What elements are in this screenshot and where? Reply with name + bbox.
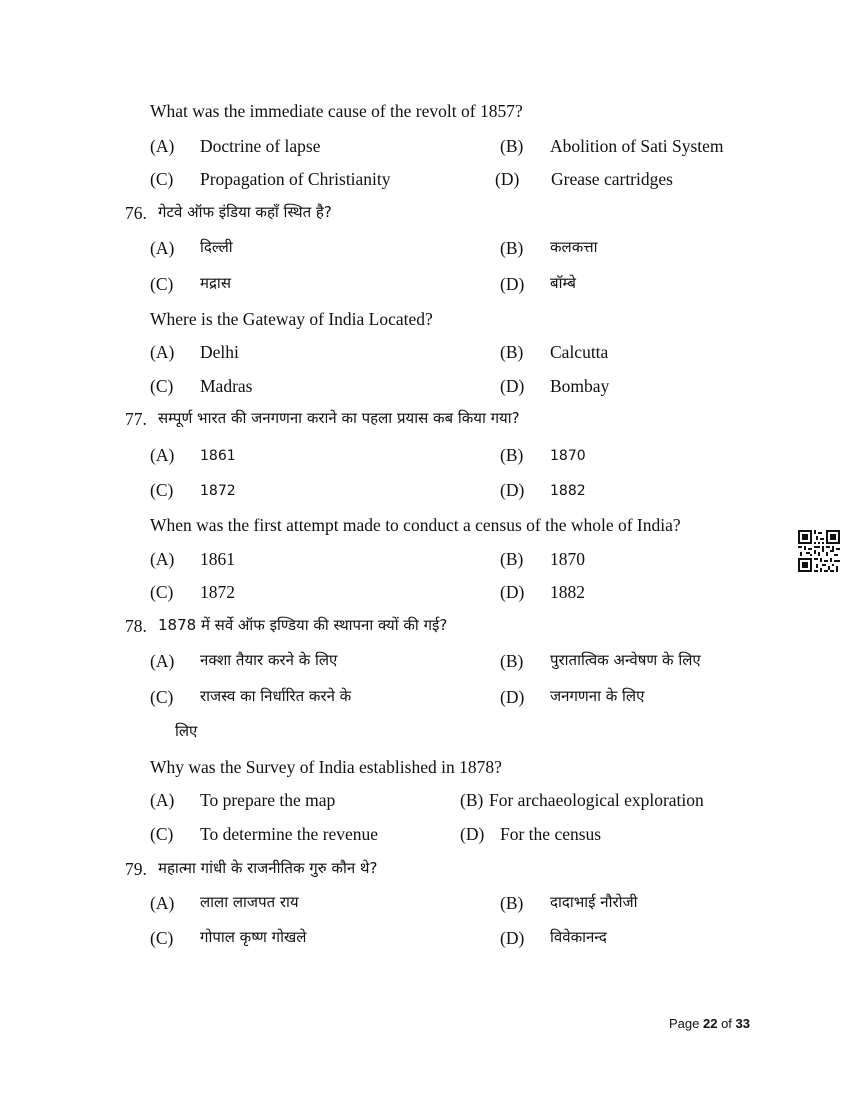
q76-number: 76. xyxy=(125,203,147,223)
q76-hi-opt-a-label: (A) xyxy=(150,238,175,258)
q77-hi-opt-d-text: 1882 xyxy=(550,483,586,499)
q77-en-opt-b-text: 1870 xyxy=(550,549,585,569)
q78-hi-opt-a-label: (A) xyxy=(150,651,175,671)
q79-hi-opt-b-label: (B) xyxy=(500,893,524,913)
footer-page-word: Page xyxy=(668,1016,700,1031)
q78-en-opt-b-label: (B) xyxy=(460,790,484,810)
q78-hi-question: 1878 में सर्वे ऑफ इण्डिया की स्थापना क्यों की गई? xyxy=(158,616,448,634)
q76-en-opt-a-label: (A) xyxy=(150,342,175,362)
q78-en-opt-c-text: To determine the revenue xyxy=(200,824,379,844)
footer-total-pages: 33 xyxy=(735,1016,750,1031)
q78-en-opt-a-text: To prepare the map xyxy=(200,790,336,810)
q78-en-opt-a-label: (A) xyxy=(150,790,175,810)
page-footer xyxy=(669,1016,750,1031)
q79-hi-opt-a-text: लाला लाजपत राय xyxy=(200,893,299,911)
q79-hi-opt-c-text: गोपाल कृष्ण गोखले xyxy=(200,928,307,946)
q75-en-opt-b-label: (B) xyxy=(500,136,524,156)
q75-en-opt-a-text: Doctrine of lapse xyxy=(200,136,321,156)
q78-hi-opt-c-text: राजस्व का निर्धारित करने के xyxy=(200,687,352,705)
q77-en-opt-b-label: (B) xyxy=(500,549,524,569)
q78-hi-opt-c-label: (C) xyxy=(150,687,174,707)
q76-en-opt-c-text: Madras xyxy=(200,376,253,396)
q79-number: 79. xyxy=(125,859,147,879)
q76-hi-question: गेटवे ऑफ इंडिया कहाँ स्थित है? xyxy=(158,203,332,221)
q77-hi-opt-a-label: (A) xyxy=(150,445,175,465)
q77-en-opt-d-text: 1882 xyxy=(550,582,585,602)
q76-en-opt-d-text: Bombay xyxy=(550,376,610,396)
q79-hi-opt-a-label: (A) xyxy=(150,893,175,913)
q77-hi-opt-b-text: 1870 xyxy=(550,448,586,464)
q75-en-question: What was the immediate cause of the revolt of 1857? xyxy=(150,101,523,121)
q76-hi-opt-b-text: कलकत्ता xyxy=(550,238,598,256)
q77-hi-opt-b-label: (B) xyxy=(500,445,524,465)
q79-hi-opt-c-label: (C) xyxy=(150,928,174,948)
q78-hi-opt-d-text: जनगणना के लिए xyxy=(550,687,645,705)
q75-en-opt-d-label: (D) xyxy=(495,169,520,189)
q77-en-opt-d-label: (D) xyxy=(500,582,525,602)
qr-code-icon xyxy=(798,530,840,572)
q77-number: 77. xyxy=(125,409,147,429)
q76-en-opt-b-text: Calcutta xyxy=(550,342,609,362)
q79-hi-opt-d-text: विवेकानन्द xyxy=(550,928,607,946)
q77-en-opt-a-text: 1861 xyxy=(200,549,235,569)
q78-hi-opt-b-text: पुरातात्विक अन्वेषण के लिए xyxy=(550,651,701,669)
q75-en-opt-a-label: (A) xyxy=(150,136,175,156)
q78-en-opt-c-label: (C) xyxy=(150,824,174,844)
q76-en-question: Where is the Gateway of India Located? xyxy=(150,309,433,329)
q75-en-opt-d-text: Grease cartridges xyxy=(551,169,673,189)
footer-of-word: of xyxy=(721,1016,732,1031)
q78-hi-opt-a-text: नक्शा तैयार करने के लिए xyxy=(200,651,338,669)
q79-hi-opt-b-text: दादाभाई नौरोजी xyxy=(550,893,638,911)
q76-hi-opt-c-label: (C) xyxy=(150,274,174,294)
q76-hi-opt-d-label: (D) xyxy=(500,274,525,294)
q76-en-opt-a-text: Delhi xyxy=(200,342,239,362)
q79-hi-question: महात्मा गांधी के राजनीतिक गुरु कौन थे? xyxy=(158,859,378,877)
q77-hi-opt-c-text: 1872 xyxy=(200,483,236,499)
q77-hi-opt-a-text: 1861 xyxy=(200,448,236,464)
q76-en-opt-d-label: (D) xyxy=(500,376,525,396)
q78-hi-opt-d-label: (D) xyxy=(500,687,525,707)
q77-en-opt-c-text: 1872 xyxy=(200,582,235,602)
q76-hi-opt-d-text: बॉम्बे xyxy=(550,274,576,292)
q75-en-opt-c-label: (C) xyxy=(150,169,174,189)
q76-en-opt-c-label: (C) xyxy=(150,376,174,396)
q77-hi-opt-c-label: (C) xyxy=(150,480,174,500)
q78-en-opt-b-text: For archaeological exploration xyxy=(489,790,704,810)
q78-hi-opt-c-continuation: लिए xyxy=(175,722,198,740)
q75-en-opt-b-text: Abolition of Sati System xyxy=(550,136,724,156)
q78-hi-opt-b-label: (B) xyxy=(500,651,524,671)
q76-en-opt-b-label: (B) xyxy=(500,342,524,362)
q77-en-question: When was the first attempt made to conduct a census of the whole of India? xyxy=(150,515,681,535)
q79-hi-opt-d-label: (D) xyxy=(500,928,525,948)
q78-en-question: Why was the Survey of India established in 1878? xyxy=(150,757,502,777)
q76-hi-opt-b-label: (B) xyxy=(500,238,524,258)
q77-hi-question: सम्पूर्ण भारत की जनगणना कराने का पहला प्रयास कब किया गया? xyxy=(158,409,520,427)
footer-current-page: 22 xyxy=(702,1016,718,1031)
q75-en-opt-c-text: Propagation of Christianity xyxy=(200,169,391,189)
q78-en-opt-d-label: (D) xyxy=(460,824,485,844)
q76-hi-opt-a-text: दिल्ली xyxy=(200,238,233,256)
q77-hi-opt-d-label: (D) xyxy=(500,480,525,500)
q78-en-opt-d-text: For the census xyxy=(500,824,602,844)
q77-en-opt-a-label: (A) xyxy=(150,549,175,569)
q76-hi-opt-c-text: मद्रास xyxy=(200,274,231,292)
q78-number: 78. xyxy=(125,616,147,636)
q77-en-opt-c-label: (C) xyxy=(150,582,174,602)
